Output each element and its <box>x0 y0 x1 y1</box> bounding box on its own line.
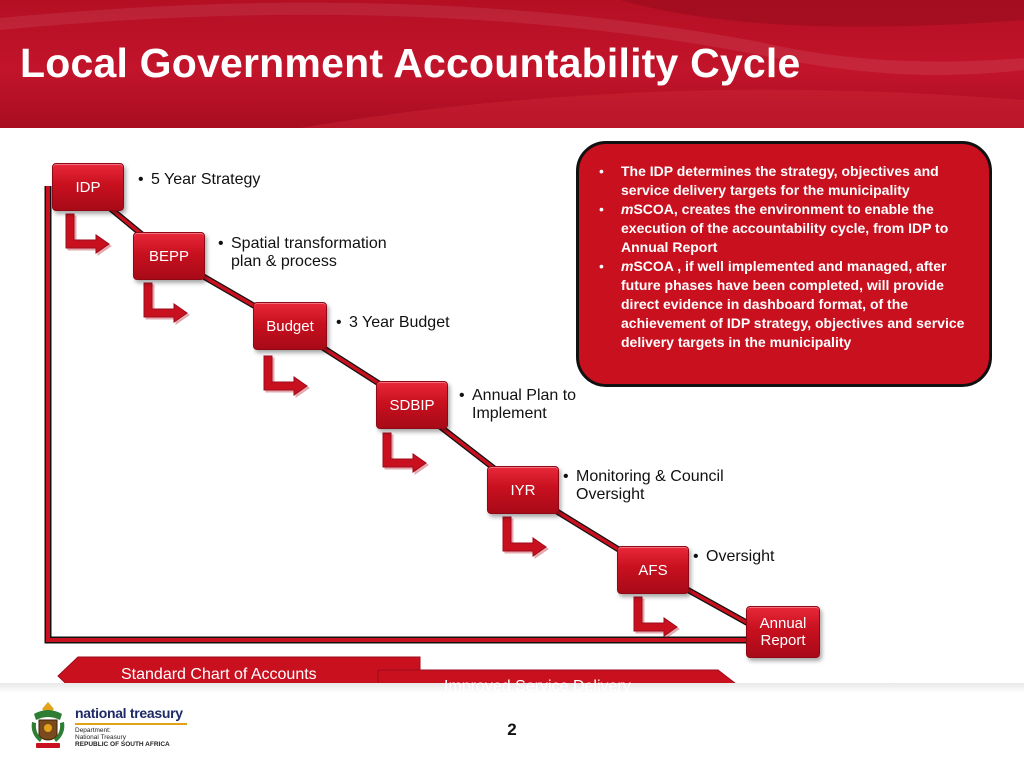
info-bullet-body: The IDP determines the strategy, objectives and service delivery targets for the municipality <box>621 163 939 198</box>
mscoa-info-box <box>576 141 992 387</box>
step-sdbip <box>376 381 448 429</box>
step-description-text: Oversight <box>706 548 775 565</box>
step-afs <box>617 546 689 594</box>
step-description-sdbip <box>459 387 576 423</box>
bullet-marker: • <box>459 387 465 404</box>
bullet-marker: • <box>599 258 604 274</box>
bullet-marker: • <box>138 171 144 188</box>
bullet-marker: • <box>336 314 342 331</box>
step-bepp <box>133 232 205 280</box>
italic-prefix: m <box>621 201 634 217</box>
logo-sub-line: Department: <box>75 727 111 734</box>
step-description-idp <box>138 171 260 189</box>
band-label-standard-chart: Standard Chart of Accounts <box>121 666 317 683</box>
coat-of-arms-icon <box>28 700 68 752</box>
step-description-text: 3 Year Budget <box>349 314 450 331</box>
step-description-text: Spatial transformation plan & process <box>231 235 387 270</box>
bullet-marker: • <box>563 468 569 485</box>
step-label: AFS <box>638 561 668 579</box>
bullet-marker: • <box>693 548 699 565</box>
info-bullet-text <box>621 257 975 352</box>
step-description-text: Annual Plan to Implement <box>472 387 577 422</box>
info-bullet-text <box>621 200 975 257</box>
step-idp <box>52 163 124 211</box>
elbow-arrow-icon <box>144 283 187 322</box>
page-number: 2 <box>507 720 517 739</box>
step-annual-report <box>746 606 820 658</box>
step-description-iyr <box>563 468 724 504</box>
italic-prefix: m <box>621 258 634 274</box>
bullet-marker: • <box>599 201 604 217</box>
bullet-marker: • <box>218 235 224 252</box>
info-bullet <box>599 162 975 200</box>
info-bullet-body: SCOA , if well implemented and managed, after future phases have been completed, will provide direct evidence in dashboard format, of the achievement of IDP strategy, objectives and service delivery targets in the municipality <box>621 258 965 350</box>
step-label: IDP <box>75 178 101 196</box>
page-title: Local Government Accountability Cycle <box>20 40 801 86</box>
step-label: SDBIP <box>389 396 435 414</box>
step-description-budget <box>336 314 450 332</box>
step-label: BEPP <box>148 247 190 265</box>
elbow-arrow-icon <box>264 356 307 395</box>
step-label: Budget <box>266 317 314 335</box>
national-treasury-logo <box>28 700 188 754</box>
info-bullet <box>599 200 975 257</box>
step-label: IYR <box>510 481 536 499</box>
step-budget <box>253 302 327 350</box>
logo-divider <box>75 723 187 725</box>
step-description-text: 5 Year Strategy <box>151 171 261 188</box>
step-description-afs <box>693 548 774 566</box>
logo-sub-line: REPUBLIC OF SOUTH AFRICA <box>75 741 170 748</box>
elbow-arrow-icon <box>503 517 546 556</box>
step-description-text: Monitoring & Council Oversight <box>576 468 724 503</box>
band-label-improved-delivery: Improved Service Delivery <box>444 678 631 695</box>
info-bullet-list <box>579 144 989 352</box>
logo-name: national treasury <box>75 705 183 721</box>
step-iyr <box>487 466 559 514</box>
info-bullet-body: SCOA, creates the environment to enable the execution of the accountability cycle, from IDP to Annual Report <box>621 201 949 255</box>
elbow-arrow-icon <box>634 597 677 636</box>
elbow-arrow-icon <box>66 214 109 253</box>
info-bullet-text <box>621 162 975 200</box>
logo-sub-line: National Treasury <box>75 734 126 741</box>
elbow-arrow-icon <box>383 433 426 472</box>
step-label: Annual Report <box>759 615 807 649</box>
bullet-marker: • <box>599 163 604 179</box>
step-description-bepp <box>218 235 387 271</box>
info-bullet <box>599 257 975 352</box>
